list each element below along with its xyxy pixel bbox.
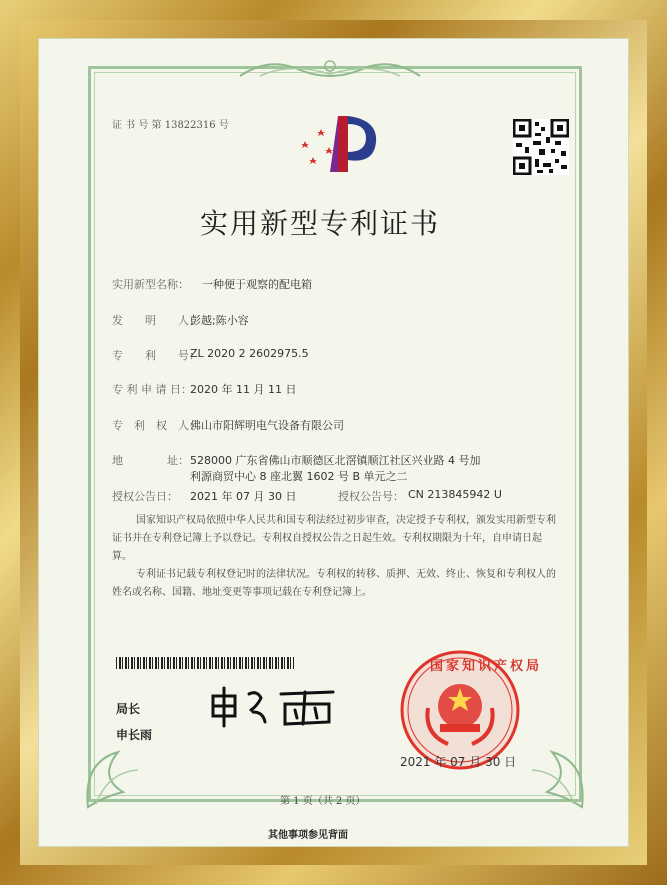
field-value-address-line1: 528000 广东省佛山市顺德区北滘镇顺江社区兴业路 4 号加 [190,454,481,467]
grant-no-value: CN 213845942 U [408,488,502,501]
seal-date: 2021 年 07 月 30 日 [400,755,517,769]
field-label-inventor: 发 明 人： [112,314,200,327]
signer-name: 申长雨 [116,728,153,742]
field-value-inventor: 彭越;陈小容 [190,314,249,327]
handwritten-signature [205,682,345,732]
corner-ornament-right [522,722,592,812]
grant-date-label: 授权公告日： [112,490,178,503]
footer-note: 其他事项参见背面 [268,830,348,841]
field-label-name: 实用新型名称： [112,278,189,291]
field-label-address: 地 址： [112,454,189,467]
field-value-patentee: 佛山市阳辉明电气设备有限公司 [190,419,344,432]
statement-paragraph-2: 专利证书记载专利权登记时的法律状况。专利权的转移、质押、无效、终止、恢复和专利权人的姓名或名称、国籍、地址变更等事项记载在专利登记簿上。 [112,569,556,598]
field-label-patentee: 专 利 权 人： [112,419,200,432]
field-label-patent-no: 专 利 号： [112,349,200,362]
field-value-address-line2: 利源商贸中心 8 座北翼 1602 号 B 单元之二 [190,470,408,483]
patent-office-logo [296,108,384,178]
grant-no-label: 授权公告号： [338,490,404,503]
certificate-number: 证 书 号 第 13822316 号 [112,120,229,131]
page-info: 第 1 页（共 2 页） [280,796,366,807]
field-label-apply-date: 专 利 申 请 日： [112,383,192,396]
statement-paragraph-1: 国家知识产权局依照中华人民共和国专利法经过初步审查，决定授予专利权，颁发实用新型专利证书并在专利登记簿上予以登记。专利权自授权公告之日起生效。专利权期限为十年，自申请日起算。 [112,515,556,562]
certificate-title: 实用新型专利证书 [200,207,441,240]
top-ornament [230,54,430,82]
field-value-apply-date: 2020 年 11 月 11 日 [190,383,297,396]
seal-text: 国家知识产权局 [430,659,543,674]
signer-role: 局长 [116,702,141,716]
field-value-name: 一种便于观察的配电箱 [202,278,312,291]
qr-code [513,119,569,175]
field-value-patent-no: ZL 2020 2 2602975.5 [190,347,309,360]
barcode [116,657,294,669]
grant-date-value: 2021 年 07 月 30 日 [190,490,297,503]
